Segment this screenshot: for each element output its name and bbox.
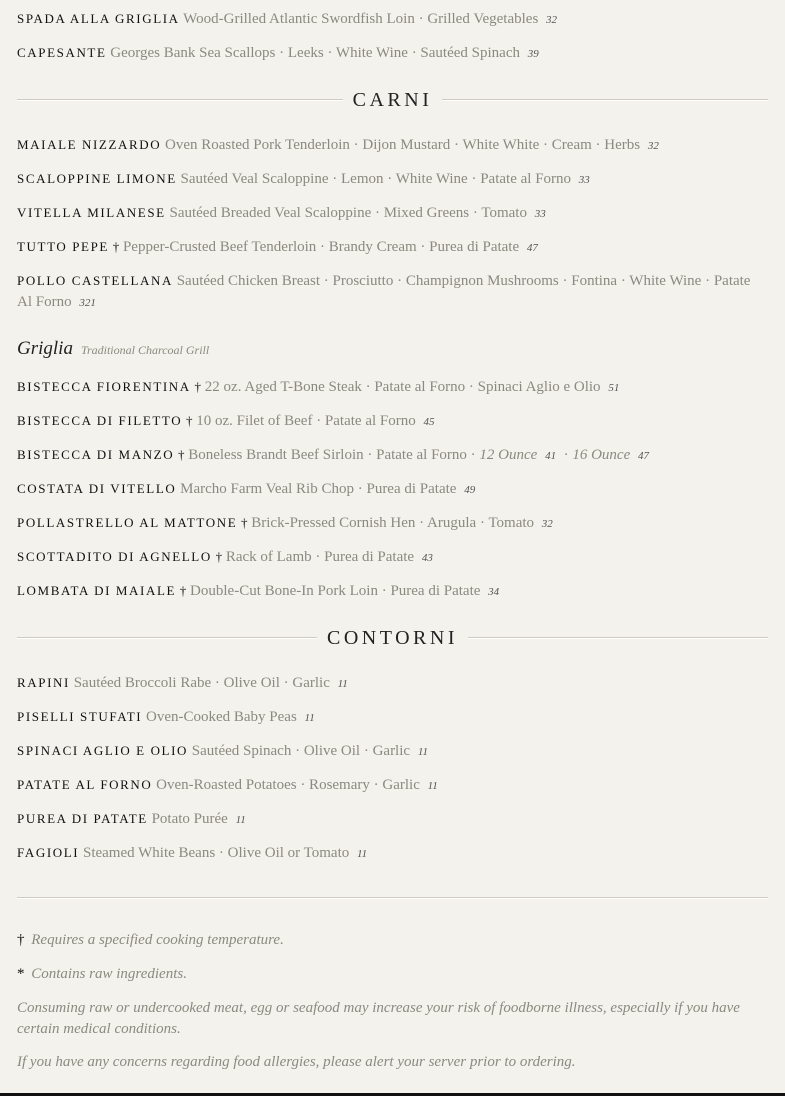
item-description: Oven Roasted Pork Tenderloin · Dijon Mustard · White White · Cream · Herbs: [164, 137, 641, 153]
item-description: Pepper-Crusted Beef Tenderloin · Brandy Cream · Purea di Patate: [122, 239, 520, 255]
item-name: SPINACI AGLIO E OLIO: [17, 743, 189, 758]
item-price: 32: [546, 14, 558, 26]
item-price: 11: [357, 848, 368, 860]
section-heading-contorni: [17, 623, 768, 653]
menu-item: [17, 134, 768, 157]
item-price: 41: [545, 450, 557, 462]
item-price: 11: [427, 780, 438, 792]
item-description: 22 oz. Aged T-Bone Steak · Patate al Forno · Spinaci Aglio e Olio: [204, 379, 601, 395]
subsection-title: Griglia: [17, 338, 73, 359]
divider: [468, 637, 768, 639]
item-name: COSTATA DI VITELLO: [17, 481, 177, 496]
note-dagger: [17, 930, 762, 951]
item-description: Sautéed Broccoli Rabe · Olive Oil · Garlic: [73, 675, 330, 691]
item-price: 45: [423, 416, 435, 428]
item-description: Steamed White Beans · Olive Oil or Tomato: [82, 845, 350, 861]
dagger-mark: †: [241, 515, 248, 530]
menu-item: [17, 580, 768, 603]
divider: [442, 99, 768, 101]
item-description: Sautéed Spinach · Olive Oil · Garlic: [191, 743, 411, 759]
size-option: 12 Ounce: [479, 447, 538, 463]
subsection-heading-griglia: [17, 338, 209, 360]
menu-item: [17, 478, 768, 501]
item-name: LOMBATA DI MAIALE: [17, 583, 177, 598]
subsection-subtitle: Traditional Charcoal Grill: [80, 343, 210, 357]
divider: [17, 99, 343, 101]
item-name: BISTECCA DI MANZO: [17, 447, 175, 462]
item-price: 33: [578, 174, 590, 186]
item-description: Sautéed Veal Scaloppine · Lemon · White Wine · Patate al Forno: [180, 171, 572, 187]
menu-item: [17, 546, 768, 569]
item-name: SCOTTADITO DI AGNELLO: [17, 549, 212, 564]
menu-item: [17, 270, 768, 314]
dagger-mark: †: [17, 932, 25, 948]
item-name: SCALOPPINE LIMONE: [17, 171, 177, 186]
item-name: TUTTO PEPE: [17, 239, 109, 254]
item-price: 34: [488, 586, 500, 598]
menu-item: [17, 672, 768, 695]
item-description: Wood-Grilled Atlantic Swordfish Loin · Grilled Vegetables: [183, 11, 539, 27]
menu-item: [17, 202, 768, 225]
note-text: Requires a specified cooking temperature.: [31, 932, 284, 948]
item-price: 11: [417, 746, 428, 758]
menu-item: [17, 808, 768, 831]
item-price: 33: [534, 208, 546, 220]
item-description: Marcho Farm Veal Rib Chop · Purea di Patate: [180, 481, 457, 497]
item-price: 43: [421, 552, 433, 564]
divider: [17, 637, 317, 639]
menu-item: [17, 774, 768, 797]
dagger-mark: †: [215, 549, 223, 564]
menu-item: [17, 376, 768, 399]
item-name: BISTECCA DI FILETTO: [17, 413, 183, 428]
item-name: POLLASTRELLO AL MATTONE: [17, 515, 238, 530]
menu-item: [17, 842, 768, 865]
item-name: SPADA ALLA GRIGLIA: [17, 11, 180, 26]
section-heading-carni: [17, 85, 768, 115]
dagger-mark: †: [177, 447, 185, 462]
menu-item: [17, 740, 768, 763]
note-allergy: If you have any concerns regarding food allergies, please alert your server prior to ordering.: [17, 1054, 576, 1070]
item-name: PUREA DI PATATE: [17, 811, 148, 826]
divider: [17, 897, 768, 899]
dagger-mark: †: [179, 583, 187, 598]
item-name: FAGIOLI: [17, 845, 80, 860]
item-name: PISELLI STUFATI: [17, 709, 143, 724]
item-price: 11: [337, 678, 348, 690]
item-price: 49: [464, 484, 476, 496]
dagger-mark: †: [112, 239, 120, 254]
item-name: PATATE AL FORNO: [17, 777, 153, 792]
item-description: Boneless Brandt Beef Sirloin · Patate al Forno ·: [188, 447, 476, 463]
note-consuming-warning: Consuming raw or undercooked meat, egg or seafood may increase your risk of foodborne illness, especially if you have certain medical conditions.: [17, 1000, 740, 1037]
item-description: Sautéed Chicken Breast · Prosciutto · Champignon Mushrooms · Fontina · White Wine · Patate Al Forno: [17, 273, 751, 310]
note-raw: [17, 964, 762, 985]
item-price: 11: [304, 712, 315, 724]
note-text: Contains raw ingredients.: [31, 966, 187, 982]
item-description: Double-Cut Bone-In Pork Loin · Purea di Patate: [190, 583, 481, 599]
item-name: RAPINI: [17, 675, 70, 690]
menu-item: [17, 706, 768, 729]
item-name: BISTECCA FIORENTINA: [17, 379, 191, 394]
item-price: 32: [647, 140, 659, 152]
item-price: 47: [637, 450, 649, 462]
item-price: 51: [608, 382, 620, 394]
item-description: Georges Bank Sea Scallops · Leeks · White Wine · Sautéed Spinach: [110, 45, 520, 61]
item-name: MAIALE NIZZARDO: [17, 137, 162, 152]
menu-item: [17, 512, 768, 535]
item-name: VITELLA MILANESE: [17, 205, 166, 220]
menu-item: [17, 410, 768, 433]
dagger-mark: †: [194, 379, 202, 394]
section-title: CARNI: [352, 88, 433, 111]
section-title: CONTORNI: [327, 626, 458, 649]
item-name: POLLO CASTELLANA: [17, 273, 173, 288]
item-name: CAPESANTE: [17, 45, 107, 60]
item-description: Oven-Cooked Baby Peas: [145, 709, 297, 725]
separator: ·: [559, 447, 569, 463]
menu-item: [17, 236, 768, 259]
item-price: 321: [79, 297, 96, 309]
menu-item: [17, 42, 768, 65]
item-description: 10 oz. Filet of Beef · Patate al Forno: [196, 413, 416, 429]
dagger-mark: †: [185, 413, 193, 428]
item-description: Rack of Lamb · Purea di Patate: [225, 549, 415, 565]
item-price: 47: [526, 242, 538, 254]
item-description: Potato Purée: [151, 811, 228, 827]
item-description: Brick-Pressed Cornish Hen · Arugula · Tomato: [251, 515, 535, 531]
item-price: 39: [527, 48, 539, 60]
item-description: Sautéed Breaded Veal Scaloppine · Mixed Greens · Tomato: [169, 205, 527, 221]
asterisk-mark: *: [17, 966, 25, 982]
item-price: 11: [235, 814, 246, 826]
item-description: Oven-Roasted Potatoes · Rosemary · Garlic: [156, 777, 420, 793]
menu-item: [17, 444, 768, 467]
item-price: 32: [541, 518, 553, 530]
menu-item: [17, 8, 768, 31]
size-option: 16 Ounce: [572, 447, 631, 463]
menu-item: [17, 168, 768, 191]
